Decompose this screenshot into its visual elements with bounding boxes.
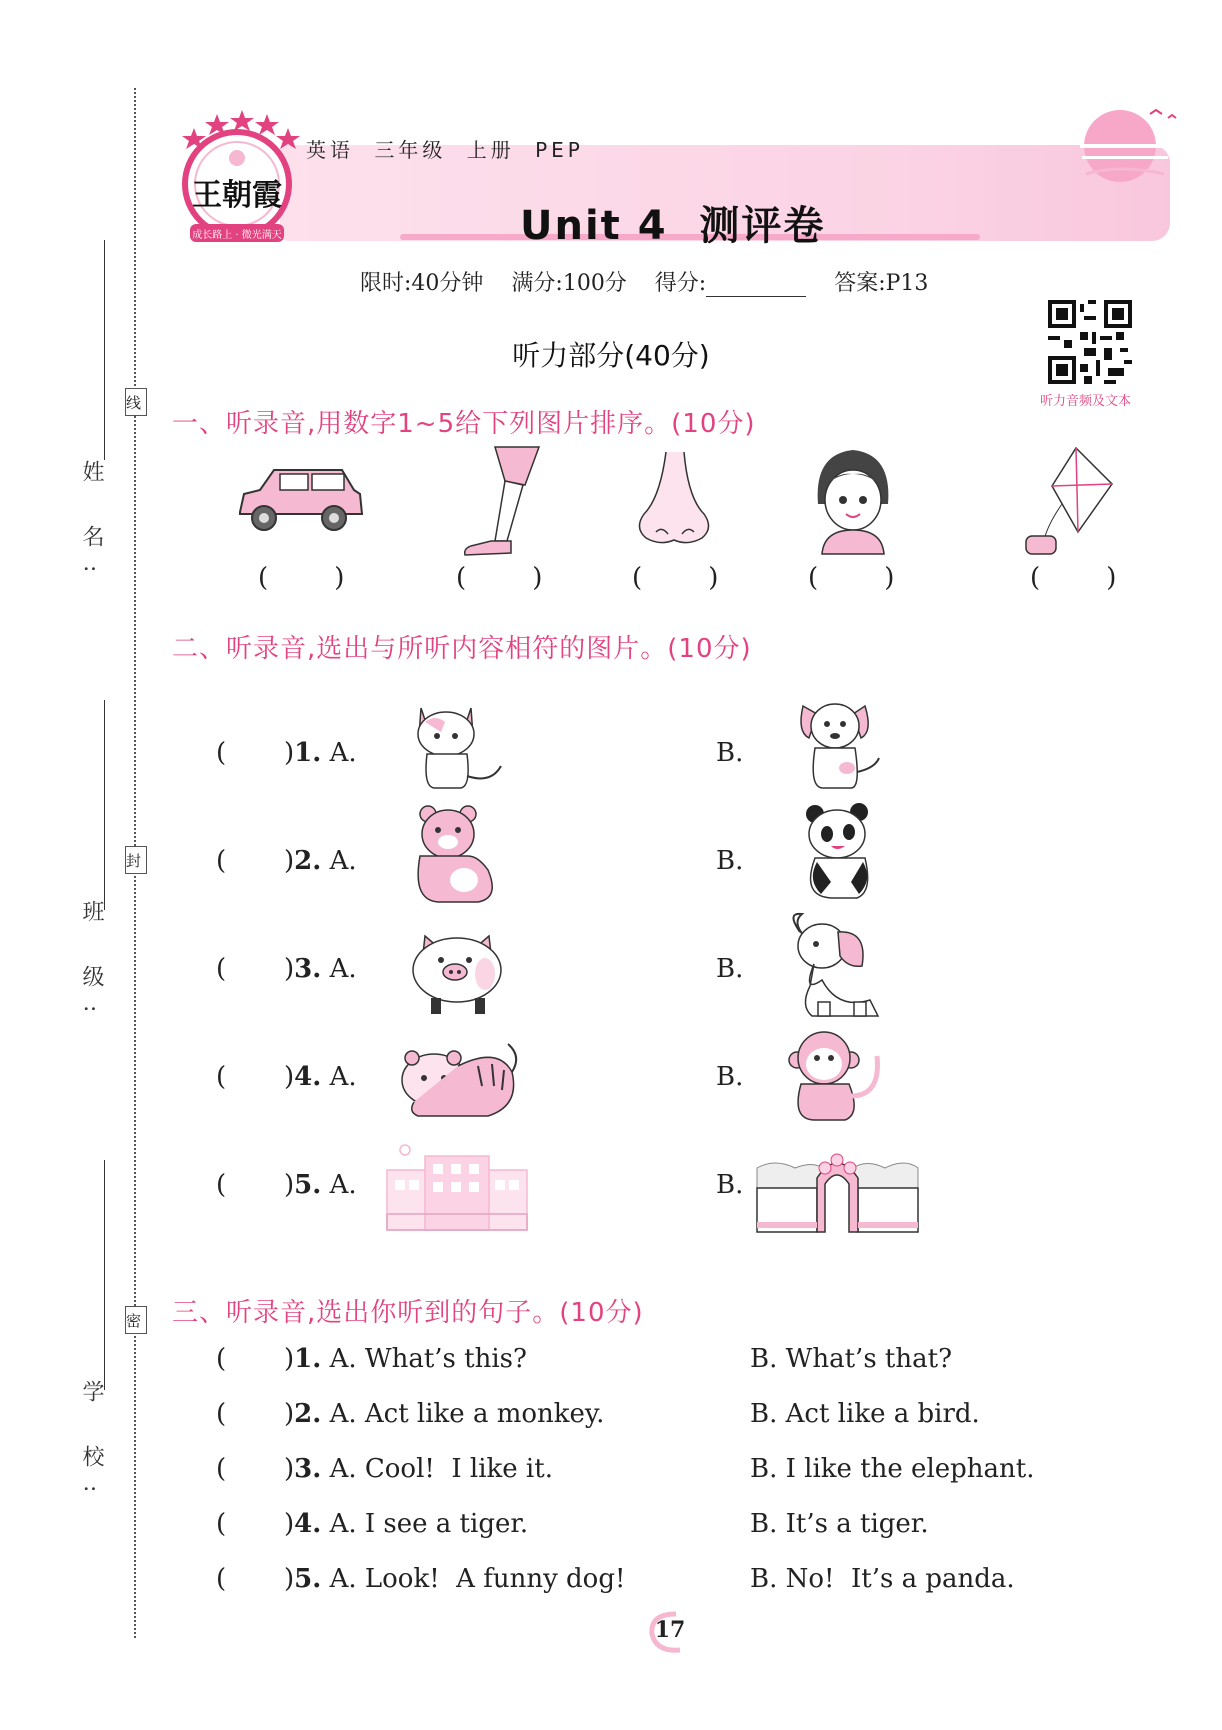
brand-logo: [172, 106, 302, 246]
s3-q3-option-b: B. I like the elephant.: [750, 1454, 1035, 1484]
s3-q4-number: 4.: [294, 1509, 322, 1539]
cat-icon[interactable]: [405, 692, 505, 796]
s3-q4-option-b: B. It’s a tiger.: [750, 1509, 929, 1539]
s2-q2-b-label: B.: [716, 846, 744, 876]
bear-icon[interactable]: [408, 800, 508, 908]
zoo-gate-icon[interactable]: [755, 1148, 920, 1240]
s2-q5-a-label: A.: [329, 1170, 357, 1200]
score-label: 得分:: [654, 271, 707, 296]
answer-reference: 答案:P13: [834, 271, 929, 296]
section2-title: 二、听录音,选出与所听内容相符的图片。(10分): [172, 634, 752, 664]
order-blank-2[interactable]: ( ): [456, 563, 543, 593]
pig-icon[interactable]: [405, 922, 515, 1022]
s3-question-1: ( )1. A. What’s this?: [216, 1344, 527, 1374]
sun-decoration-icon: [1080, 104, 1190, 198]
s2-q4-number: 4.: [294, 1062, 322, 1092]
s2-q3-a-label: A.: [329, 954, 357, 984]
tiger-icon[interactable]: [398, 1036, 523, 1126]
kite-icon: [1018, 444, 1118, 563]
school-blank-line[interactable]: [104, 1160, 105, 1390]
order-blank-3[interactable]: ( ): [632, 563, 719, 593]
exam-meta: [360, 266, 928, 297]
s2-q3-b-label: B.: [716, 954, 744, 984]
s3-q3-option-a: A. Cool! I like it.: [329, 1454, 553, 1484]
s2-q1-b-label: B.: [716, 738, 744, 768]
s3-q5-option-a: A. Look! A funny dog!: [329, 1564, 626, 1594]
name-label: 姓 名:: [79, 460, 104, 591]
section3-title: 三、听录音,选出你听到的句子。(10分): [172, 1298, 644, 1328]
s3-q1-number: 1.: [294, 1344, 322, 1374]
s3-q1-option-a: A. What’s this?: [329, 1344, 527, 1374]
s3-q2-option-a: A. Act like a monkey.: [329, 1399, 605, 1429]
s2-question-2: ( )2. A.: [216, 846, 357, 876]
leg-icon: [455, 445, 545, 564]
page-number: 17: [654, 1617, 686, 1643]
panda-icon[interactable]: [795, 800, 885, 904]
order-blank-5[interactable]: ( ): [1030, 563, 1117, 593]
elephant-icon[interactable]: [782, 910, 892, 1026]
s2-q4-b-label: B.: [716, 1062, 744, 1092]
s2-q1-number: 1.: [294, 738, 322, 768]
s2-question-3: ( )3. A.: [216, 954, 357, 984]
monkey-icon[interactable]: [785, 1026, 885, 1126]
s3-question-3: ( )3. A. Cool! I like it.: [216, 1454, 553, 1484]
full-score: 满分:100分: [511, 271, 627, 296]
girl-face-icon: [808, 444, 898, 560]
class-label: 班 级:: [79, 900, 104, 1031]
s2-q3-number: 3.: [294, 954, 322, 984]
binding-mark-seal: 封: [125, 846, 147, 874]
qr-caption: 听力音频及文本: [1040, 394, 1132, 409]
part-title: 听力部分(40分): [512, 339, 710, 372]
s3-q2-number: 2.: [294, 1399, 322, 1429]
logo-slogan: 成长路上 · 微光满天: [192, 230, 282, 241]
s2-q5-b-label: B.: [716, 1170, 744, 1200]
s3-question-2: ( )2. A. Act like a monkey.: [216, 1399, 605, 1429]
school-label: 学 校:: [79, 1380, 104, 1511]
s3-q4-option-a: A. I see a tiger.: [329, 1509, 529, 1539]
s3-question-5: ( )5. A. Look! A funny dog!: [216, 1564, 626, 1594]
s2-q2-a-label: A.: [329, 846, 357, 876]
score-blank[interactable]: [706, 276, 806, 297]
dog-icon[interactable]: [795, 692, 885, 796]
time-limit: 限时:40分钟: [360, 271, 484, 296]
binding-mark-line: 线: [125, 388, 147, 416]
s3-q5-option-b: B. No! It’s a panda.: [750, 1564, 1015, 1594]
unit-title: Unit 4 测评卷: [520, 203, 826, 249]
car-icon: [230, 460, 370, 544]
s3-question-4: ( )4. A. I see a tiger.: [216, 1509, 529, 1539]
logo-text: 王朝霞: [192, 178, 282, 213]
class-blank-line[interactable]: [104, 700, 105, 910]
s3-q3-number: 3.: [294, 1454, 322, 1484]
s3-q2-option-b: B. Act like a bird.: [750, 1399, 980, 1429]
s2-q4-a-label: A.: [329, 1062, 357, 1092]
s2-q2-number: 2.: [294, 846, 322, 876]
s2-question-5: ( )5. A.: [216, 1170, 357, 1200]
s2-question-1: ( )1. A.: [216, 738, 357, 768]
s3-q5-number: 5.: [294, 1564, 322, 1594]
s3-q1-option-b: B. What’s that?: [750, 1344, 953, 1374]
section1-title: 一、听录音,用数字1~5给下列图片排序。(10分): [172, 409, 756, 439]
order-blank-1[interactable]: ( ): [258, 563, 345, 593]
s2-q1-a-label: A.: [329, 738, 357, 768]
nose-icon: [630, 448, 720, 552]
subject-label: 英语 三年级 上册 PEP: [306, 138, 584, 162]
binding-mark-secret: 密: [125, 1306, 147, 1334]
s2-question-4: ( )4. A.: [216, 1062, 357, 1092]
school-building-icon[interactable]: [385, 1140, 530, 1240]
order-blank-4[interactable]: ( ): [808, 563, 895, 593]
s2-q5-number: 5.: [294, 1170, 322, 1200]
